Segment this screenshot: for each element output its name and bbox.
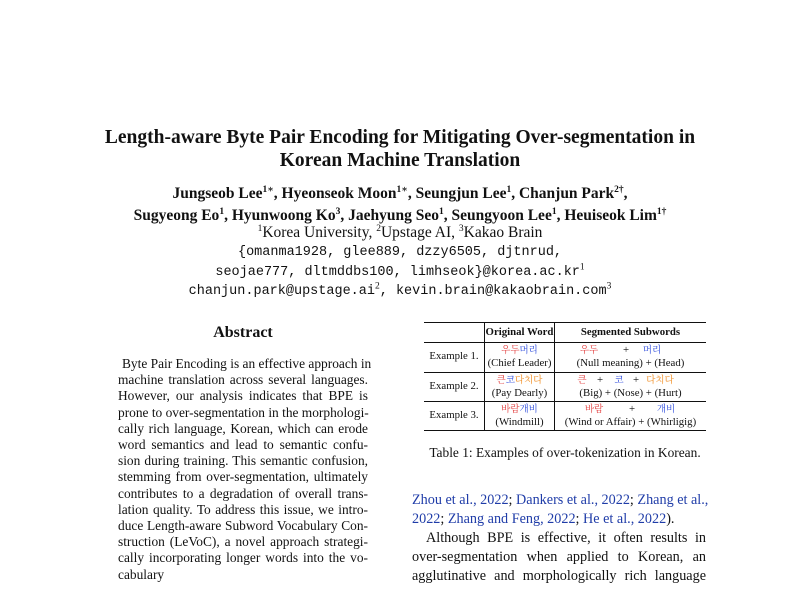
abstract-line: cally rich language, Korean, which can erode [118, 420, 368, 436]
subword: 우두 [579, 345, 599, 356]
subword: 다치다 [646, 375, 674, 386]
email-korea: seojae777, dltmddbs100, limhseok}@korea.ac.kr [215, 264, 580, 280]
title-line-1: Length-aware Byte Pair Encoding for Mitigating Over-segmentation in [104, 127, 696, 148]
morpheme: 우두 [501, 345, 520, 356]
author-name: Chanjun Park [518, 185, 615, 202]
author-mark: 1† [656, 206, 667, 217]
table-row-rule [424, 372, 706, 373]
citation-link[interactable]: Zhou et al., 2022 [412, 492, 509, 508]
author-name: Sugyeong Eo [133, 207, 220, 224]
original-word [485, 403, 554, 416]
author-name: Hyunwoong Ko [231, 207, 336, 224]
author-mark: 1 [506, 184, 512, 195]
author-line-1: Jungseob Lee$^{1∗}$, Hyeonseok Moon$^{1∗}$, Seungjun Lee$^1$, Chanjun Park$^{2\dagger}$, [172, 184, 628, 202]
title-line-2: Korean Machine Translation [279, 150, 521, 171]
abstract-line: duce Length-aware Subword Vocabulary Con- [118, 518, 368, 534]
affil-mark: 3 [458, 223, 464, 234]
email-line-3 [40, 282, 760, 302]
author-mark: 1 [551, 206, 557, 217]
author-name: Jaehyung Seo [348, 207, 439, 224]
morpheme: 머리 [519, 345, 538, 356]
affiliations [40, 223, 760, 243]
paper-title [60, 126, 740, 172]
author-name: Seungyoon Lee [451, 207, 552, 224]
abstract-heading: Abstract [213, 324, 273, 341]
plus-sign: + [622, 344, 630, 356]
subword: 코 [614, 375, 624, 386]
email-kakao: , kevin.brain@kakaobrain.com [379, 284, 607, 299]
subword: 큰 [577, 375, 587, 386]
header-segmented-subwords: Segmented Subwords [580, 326, 681, 338]
morpheme: 코 [505, 375, 515, 386]
segmented-gloss: (Big) + (Nose) + (Hurt) [579, 387, 682, 399]
affil-kakao-brain: Kakao Brain [463, 224, 543, 241]
citation-link[interactable]: Zhang and Feng, 2022 [447, 511, 576, 527]
plus-sign: + [632, 374, 640, 386]
header-original-word: Original Word [485, 326, 554, 338]
author-mark: 3 [335, 206, 341, 217]
plus-sign: + [628, 403, 636, 415]
affil-upstage: Upstage AI, [380, 224, 459, 241]
separator: ; [508, 492, 517, 508]
citation-link[interactable]: Dankers et al., 2022 [516, 492, 630, 508]
affil-mark: 2 [376, 223, 381, 234]
body-line: over-segmentation when applied to Korean, an [412, 549, 706, 565]
body-line: agglutinative and morphologically rich language [412, 568, 706, 584]
abstract-line: cally incorporating longer words into the vo- [118, 550, 368, 566]
original-word [485, 344, 554, 357]
abstract-line: sion during training. This semantic confusion, [118, 453, 368, 469]
author-name: Jungseob Lee [172, 185, 263, 202]
author-mark: 1 [219, 206, 225, 217]
email-mark: 2 [375, 281, 380, 292]
body-line [412, 491, 709, 510]
separator: ; [575, 511, 584, 527]
abstract-line: stemming from over-segmentation, ultimately [118, 469, 368, 485]
row-label: Example 1. [429, 350, 479, 362]
abstract-line: However, our analysis indicates that BPE is [118, 388, 368, 404]
abstract-line: contributes to a degradation of overall trans- [118, 485, 368, 501]
email-line-2 [40, 263, 760, 283]
body-text-right [412, 491, 709, 584]
abstract-line: machine translation across several languages. [118, 372, 368, 388]
abstract-line: Byte Pair Encoding is an effective approach in [122, 356, 372, 371]
plus-sign: + [596, 374, 604, 386]
original-gloss: (Pay Dearly) [491, 387, 548, 399]
segmented-gloss: (Null meaning) + (Head) [576, 357, 685, 369]
table-top-rule [424, 322, 706, 323]
email-mark: 3 [606, 281, 612, 292]
table-header-rule [424, 342, 706, 343]
morpheme: 개비 [519, 404, 538, 415]
author-mark: 1∗ [396, 184, 408, 195]
subword: 머리 [642, 345, 662, 356]
author-name: Hyeonseok Moon [281, 185, 397, 202]
affil-mark: 1 [257, 223, 263, 234]
author-list [40, 183, 760, 227]
affil-korea-university: Korea University, [262, 224, 377, 241]
citation-link[interactable]: 2022 [412, 511, 441, 527]
table-row-rule [424, 401, 706, 402]
segmented-gloss: (Wind or Affair) + (Whirligig) [564, 416, 697, 428]
author-line-2: Sugyeong Eo$^1$, Hyunwoong Ko$^3$, Jaehyung Seo$^1$, Seungyoon Lee$^1$, Heuiseok Lim$^{1\dagger}$ [133, 206, 667, 224]
abstract-line: word semantics and lead to semantic confu- [118, 437, 368, 453]
abstract-line: prone to over-segmentation in the morphologi- [118, 404, 369, 420]
subword: 개비 [656, 404, 676, 415]
abstract-line: lation quality. To address this issue, we intro- [118, 501, 368, 517]
author-name: Heuiseok Lim [564, 207, 657, 224]
morpheme: 바람 [501, 404, 520, 415]
separator: ; [440, 511, 448, 527]
author-mark: 1∗ [262, 184, 274, 195]
email-block [40, 243, 760, 302]
abstract-line: cabulary [118, 566, 165, 582]
separator: ). [666, 511, 675, 527]
morpheme: 큰 [496, 375, 506, 386]
row-label: Example 3. [429, 409, 479, 421]
table-caption: Table 1: Examples of over-tokenization in Korean. [429, 445, 701, 460]
original-word [485, 374, 554, 387]
subword: 바람 [584, 404, 604, 415]
original-gloss: (Chief Leader) [487, 357, 552, 369]
original-gloss: (Windmill) [495, 416, 544, 428]
author-mark: 1 [438, 206, 444, 217]
citation-link[interactable]: Zhang et al., [637, 492, 709, 508]
body-line: Although BPE is effective, it often results in [426, 530, 706, 546]
row-label: Example 2. [429, 380, 479, 392]
email-mark: 1 [579, 262, 585, 272]
author-mark: 2† [614, 184, 624, 195]
abstract-body [118, 356, 372, 582]
abstract-line: struction (LeVoC), a novel approach strategi- [118, 534, 368, 550]
morpheme: 다치다 [514, 375, 543, 386]
separator: ; [629, 492, 638, 508]
email-upstage: chanjun.park@upstage.ai [188, 284, 375, 299]
author-name: Seungjun Lee [415, 185, 507, 202]
table-bottom-rule [424, 430, 706, 431]
citation-link[interactable]: He et al., 2022 [583, 511, 667, 527]
email-line-1: {omanma1928, glee889, dzzy6505, djtnrud, [237, 245, 563, 260]
body-line [412, 510, 706, 529]
